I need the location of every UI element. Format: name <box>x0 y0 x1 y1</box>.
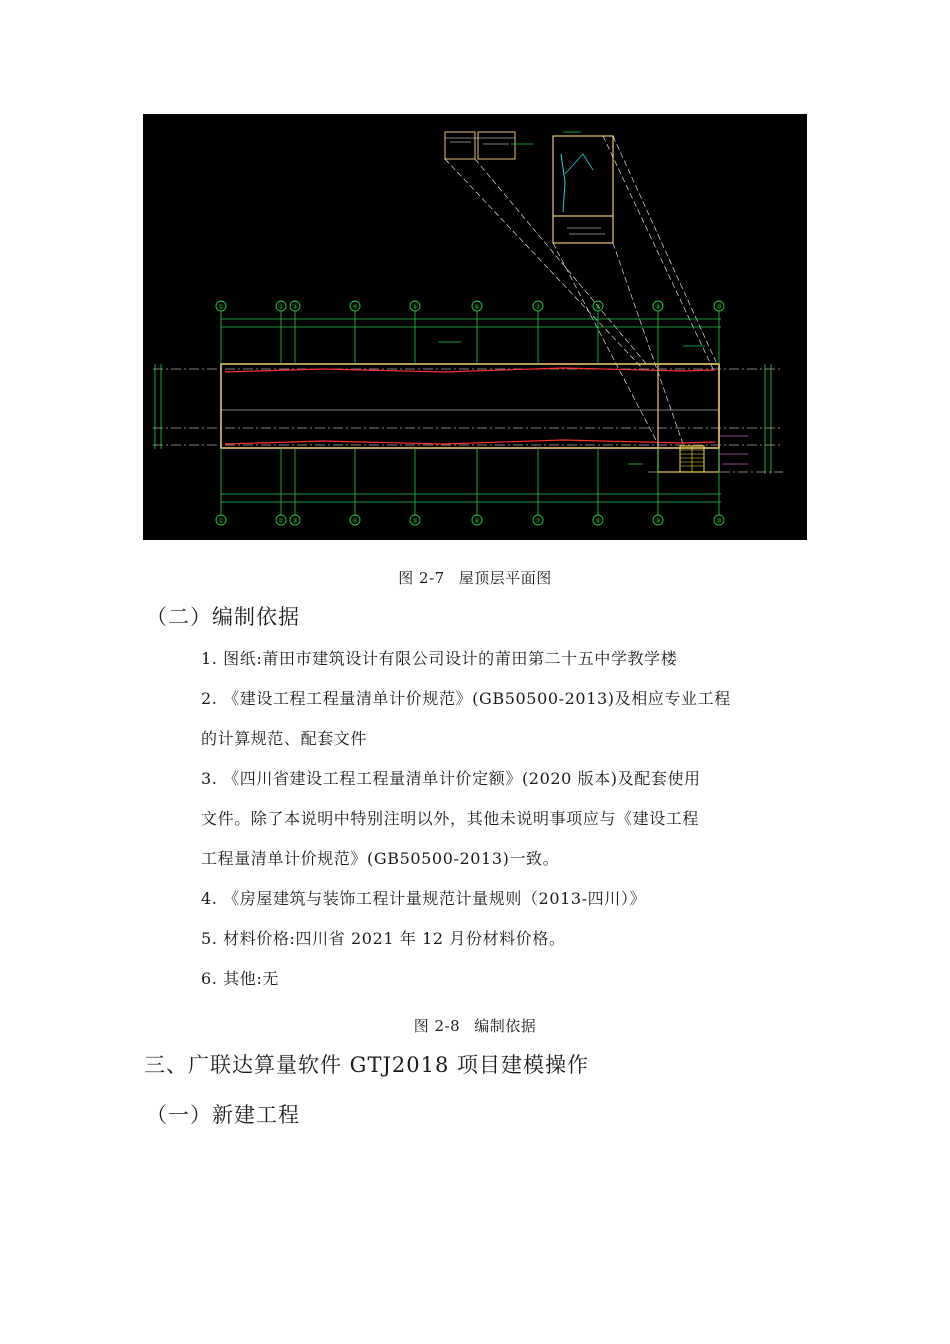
axis-label: ③ <box>292 303 298 311</box>
axis-label: ⑧ <box>595 517 601 525</box>
figure-2-8-caption <box>0 1015 950 1036</box>
figure-2-7-caption <box>0 567 950 588</box>
axis-label: ② <box>278 303 284 311</box>
caption-title: 屋顶层平面图 <box>458 569 552 587</box>
basis-item-2: 2. 《建设工程工程量清单计价规范》(GB50500-2013)及相应专业工程 <box>201 689 731 708</box>
basis-item-3-cont: 文件。除了本说明中特别注明以外，其他未说明事项应与《建设工程 <box>201 809 700 828</box>
axis-label: ⑧ <box>595 303 601 311</box>
caption-title: 编制依据 <box>474 1017 537 1035</box>
section-heading-new-project: （一）新建工程 <box>146 1103 300 1127</box>
axis-label: ⑨ <box>655 517 661 525</box>
axis-label: ⑥ <box>474 517 480 525</box>
axis-label: ⑤ <box>412 303 418 311</box>
axis-label: ④ <box>352 303 358 311</box>
basis-item-1: 1. 图纸:莆田市建筑设计有限公司设计的莆田第二十五中学教学楼 <box>201 649 678 668</box>
basis-item-3: 3. 《四川省建设工程工程量清单计价定额》(2020 版本)及配套使用 <box>201 769 701 788</box>
section-heading-basis: （二）编制依据 <box>146 605 300 629</box>
axis-label: ⑦ <box>535 303 541 311</box>
caption-number: 图 2-8 <box>413 1017 461 1035</box>
axis-label: ① <box>218 517 224 525</box>
axis-label: ③ <box>292 517 298 525</box>
axis-label: ⑩ <box>716 517 722 525</box>
axis-label: ④ <box>352 517 358 525</box>
basis-item-5: 5. 材料价格:四川省 2021 年 12 月份材料价格。 <box>201 929 566 948</box>
roof-floor-plan-drawing <box>143 114 807 540</box>
axis-label: ⑤ <box>412 517 418 525</box>
axis-label: ② <box>278 517 284 525</box>
basis-item-6: 6. 其他:无 <box>201 969 279 988</box>
axis-label: ⑨ <box>655 303 661 311</box>
basis-item-3-cont-2: 工程量清单计价规范》(GB50500-2013)一致。 <box>201 849 560 868</box>
chapter-heading-gtj: 三、广联达算量软件 GTJ2018 项目建模操作 <box>144 1053 589 1077</box>
axis-label: ⑦ <box>535 517 541 525</box>
axis-label: ① <box>218 303 224 311</box>
axis-label: ⑩ <box>716 303 722 311</box>
basis-item-4: 4. 《房屋建筑与装饰工程计量规范计量规则（2013-四川）》 <box>201 889 647 908</box>
caption-number: 图 2-7 <box>398 569 445 587</box>
axis-label: ⑥ <box>474 303 480 311</box>
basis-item-2-cont: 的计算规范、配套文件 <box>201 729 368 748</box>
